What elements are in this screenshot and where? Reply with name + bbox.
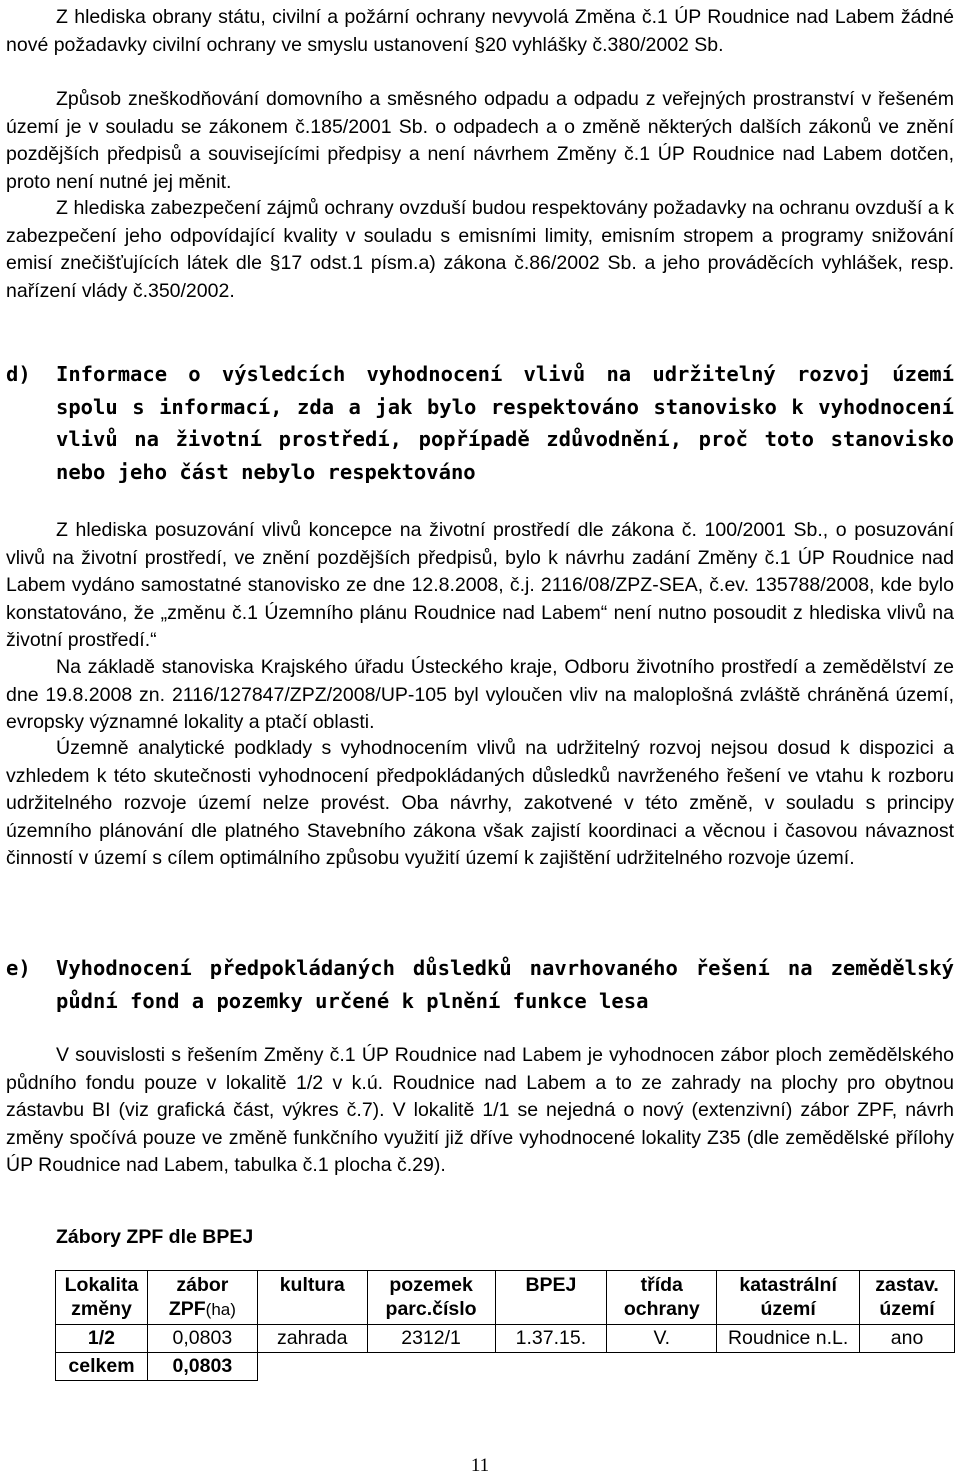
- cell-empty: [257, 1353, 367, 1381]
- header-zabor: zábor ZPF(ha): [147, 1271, 257, 1325]
- section-d-heading: [6, 358, 954, 488]
- cell-empty: [717, 1353, 860, 1381]
- cell-bpej: 1.37.15.: [495, 1325, 607, 1353]
- cell-zabor: 0,0803: [147, 1325, 257, 1353]
- cell-empty: [860, 1353, 955, 1381]
- zpf-table: [55, 1270, 955, 1381]
- table-title: Zábory ZPF dle BPEJ: [56, 1226, 254, 1248]
- header-katastralni: katastrální území: [717, 1271, 860, 1325]
- cell-empty: [367, 1353, 495, 1381]
- section-d-paragraph-1: Z hlediska posuzování vlivů koncepce na životní prostředí dle zákona č. 100/2001 Sb., o posuzování vlivů na životní prostředí, ve znění pozdějších předpisů, bylo k návrhu zadání Změny č.1 ÚP Roudnice nad Labem vydáno samostatné stanovisko ze dne 12.8.2008, č.j. 2116/08/ZPZ-SEA, č.ev. 135788/2008, kde bylo konstatováno, že „změnu č.1 Územního plánu Roudnice nad Labem“ není nutno posoudit z hlediska vlivů na životní prostředí.“: [6, 519, 954, 651]
- section-d-title: Informace o výsledcích vyhodnocení vlivů na udržitelný rozvoj území spolu s informací, zda a jak bylo respektováno stanovisko k vyhodnocení vlivů na životní prostředí, popřípadě zdůvodnění, proč toto stanovisko nebo jeho část nebylo respektováno: [56, 362, 954, 484]
- section-e-letter: e): [6, 956, 31, 980]
- table-row: [56, 1325, 955, 1353]
- header-pozemek: pozemek parc.číslo: [367, 1271, 495, 1325]
- cell-zastav: ano: [860, 1325, 955, 1353]
- paragraph-waste: Způsob zneškodňování domovního a směsného odpadu a odpadu z veřejných prostranství v řešeném území je v souladu se zákonem č.185/2001 Sb. o odpadech a o změně některých dalších zákonů ve znění pozdějších předpisů a souvisejícími předpisy a není návrhem Změny č.1 ÚP Roudnice nad Labem dotčen, proto není nutné jej měnit.: [6, 88, 954, 193]
- section-d-letter: d): [6, 362, 31, 386]
- section-d-paragraph-2: Na základě stanoviska Krajského úřadu Ústeckého kraje, Odboru životního prostředí a zemědělství ze dne 19.8.2008 zn. 2116/127847/ZPZ/2008/UP-105 byl vyloučen vliv na maloplošná zvláště chráněná území, evropsky významné lokality a ptačí oblasti.: [6, 656, 954, 733]
- table-total-row: [56, 1353, 955, 1381]
- page-number: 11: [470, 1455, 490, 1476]
- table-header-row: [56, 1271, 955, 1325]
- paragraph-air-protection: Z hlediska zabezpečení zájmů ochrany ovzduší budou respektovány požadavky na ochranu ovzduší a k zabezpečení jeho odpovídající kvality v souladu s emisními limity, emisním stropem a programy snižování emisí znečišťujících látek dle §17 odst.1 písm.a) zákona č.86/2002 Sb. a jeho prováděcích vyhlášek, resp. nařízení vlády č.350/2002.: [6, 197, 954, 302]
- header-trida: třída ochrany: [607, 1271, 717, 1325]
- cell-total-value: 0,0803: [147, 1353, 257, 1381]
- cell-lokalita: 1/2: [56, 1325, 148, 1353]
- cell-empty: [607, 1353, 717, 1381]
- cell-total-label: celkem: [56, 1353, 148, 1381]
- header-bpej: BPEJ: [495, 1271, 607, 1325]
- cell-pozemek: 2312/1: [367, 1325, 495, 1353]
- cell-empty: [495, 1353, 607, 1381]
- cell-trida: V.: [607, 1325, 717, 1353]
- section-e-title: Vyhodnocení předpokládaných důsledků navrhovaného řešení na zemědělský půdní fond a pozemky určené k plnění funkce lesa: [56, 956, 954, 1013]
- header-kultura: kultura: [257, 1271, 367, 1325]
- section-e-paragraph-1: V souvislosti s řešením Změny č.1 ÚP Roudnice nad Labem je vyhodnocen zábor ploch zemědělského půdního fondu pouze v lokalitě 1/2 v k.ú. Roudnice nad Labem a to ze zahrady na plochy pro obytnou zástavbu BI (viz grafická část, výkres č.7). V lokalitě 1/1 se nejedná o nový (extenzivní) zábor ZPF, návrh změny spočívá pouze ve změně funkčního využití již dříve vyhodnocené lokality Z35 (dle zemědělské přílohy ÚP Roudnice nad Labem, tabulka č.1 plocha č.29).: [6, 1044, 954, 1176]
- paragraph-civil-protection: Z hlediska obrany státu, civilní a požární ochrany nevyvolá Změna č.1 ÚP Roudnice nad Labem žádné nové požadavky civilní ochrany ve smyslu ustanovení §20 vyhlášky č.380/2002 Sb.: [6, 6, 954, 56]
- header-zastav: zastav. území: [860, 1271, 955, 1325]
- cell-katastr: Roudnice n.L.: [717, 1325, 860, 1353]
- cell-kultura: zahrada: [257, 1325, 367, 1353]
- section-e-heading: [6, 952, 954, 1017]
- section-d-paragraph-3: Územně analytické podklady s vyhodnocením vlivů na udržitelný rozvoj nejsou dosud k dispozici a vzhledem k této skutečnosti vyhodnocení předpokládaných důsledků navrženého řešení ve vtahu k rozboru udržitelného rozvoje území nelze provést. Oba návrhy, zakotvené v této změně, v souladu s principy územního plánování dle platného Stavebního zákona však zajistí koordinaci a věcnou i časovou návaznost činností v území s cílem optimálního způsobu využití území k zajištění udržitelného rozvoje území.: [6, 737, 954, 869]
- header-lokalita: Lokalita změny: [56, 1271, 148, 1325]
